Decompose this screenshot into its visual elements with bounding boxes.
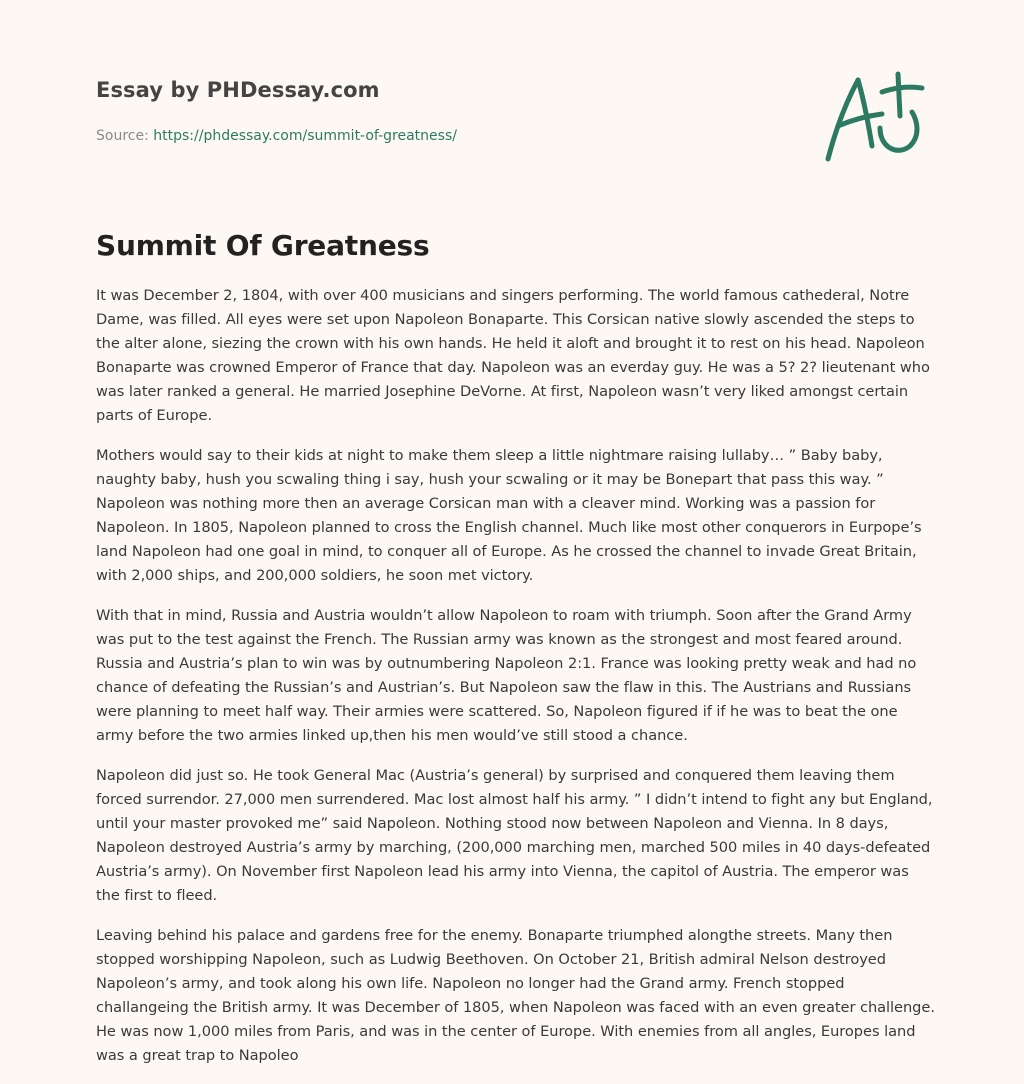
article-body <box>96 284 936 1084</box>
page-header <box>96 76 796 146</box>
paragraph: Napoleon did just so. He took General Mac (Austria’s general) by surprised and conquered them leaving them forced surrendor. 27,000 men surrendered. Mac lost almost half his army. ” I didn’t intend to fight any but England, until your master provoked me” said Napoleon. Nothing stood now between Napoleon and Vienna. In 8 days, Napoleon destroyed Austria’s army by marching, (200,000 marching men, marched 500 miles in 40 days-defeated Austria’s army). On November first Napoleon lead his army into Vienna, the capitol of Austria. The emperor was the first to fleed. <box>96 767 933 904</box>
source-line <box>96 126 796 146</box>
paragraph: Leaving behind his palace and gardens free for the enemy. Bonaparte triumphed alongthe streets. Many then stopped worshipping Napoleon, such as Ludwig Beethoven. On October 21, British admiral Nelson destroyed Napoleon’s army, and took along his own life. Napoleon no longer had the Grand army. French stopped challangeing the British army. It was December of 1805, when Napoleon was faced with an even greater challenge. He was now 1,000 miles from Paris, and was in the center of Europe. With enemies from all angles, Europes land was a great trap to Napoleo <box>96 927 935 1064</box>
paragraph: With that in mind, Russia and Austria wouldn’t allow Napoleon to roam with triumph. Soon after the Grand Army was put to the test against the French. The Russian army was known as the strongest and most feared around. Russia and Austria’s plan to win was by outnumbering Napoleon 2:1. France was looking pretty weak and had no chance of defeating the Russian’s and Austrian’s. But Napoleon saw the flaw in this. The Austrians and Russians were planning to meet half way. Their armies were scattered. So, Napoleon figured if if he was to beat the one army before the two armies linked up,then his men would’ve still stood a chance. <box>96 607 917 744</box>
source-label: Source: <box>96 128 149 144</box>
a-plus-grade-icon <box>820 66 932 166</box>
article-title: Summit Of Greatness <box>96 229 430 262</box>
site-brand: Essay by PHDessay.com <box>96 78 380 102</box>
paragraph: It was December 2, 1804, with over 400 musicians and singers performing. The world famous cathederal, Notre Dame, was filled. All eyes were set upon Napoleon Bonaparte. This Corsican native slowly ascended the steps to the alter alone, siezing the crown with his own hands. He held it aloft and brought it to rest on his head. Napoleon Bonaparte was crowned Emperor of France that day. Napoleon was an everday guy. He was a 5? 2? lieutenant who was later ranked a general. He married Josephine DeVorne. At first, Napoleon wasn’t very liked amongst certain parts of Europe. <box>96 287 930 424</box>
source-link[interactable]: https://phdessay.com/summit-of-greatness/ <box>153 128 457 144</box>
paragraph: Mothers would say to their kids at night to make them sleep a little nightmare raising lullaby… ” Baby baby, naughty baby, hush you scwaling thing i say, hush your scwaling or it may be Bonepart that pass this way. ” Napoleon was nothing more then an average Corsican man with a cleaver mind. Working was a passion for Napoleon. In 1805, Napoleon planned to cross the English channel. Much like most other conquerors in Eurpope’s land Napoleon had one goal in mind, to conquer all of Europe. As he crossed the channel to invade Great Britain, with 2,000 ships, and 200,000 soldiers, he soon met victory. <box>96 447 922 584</box>
